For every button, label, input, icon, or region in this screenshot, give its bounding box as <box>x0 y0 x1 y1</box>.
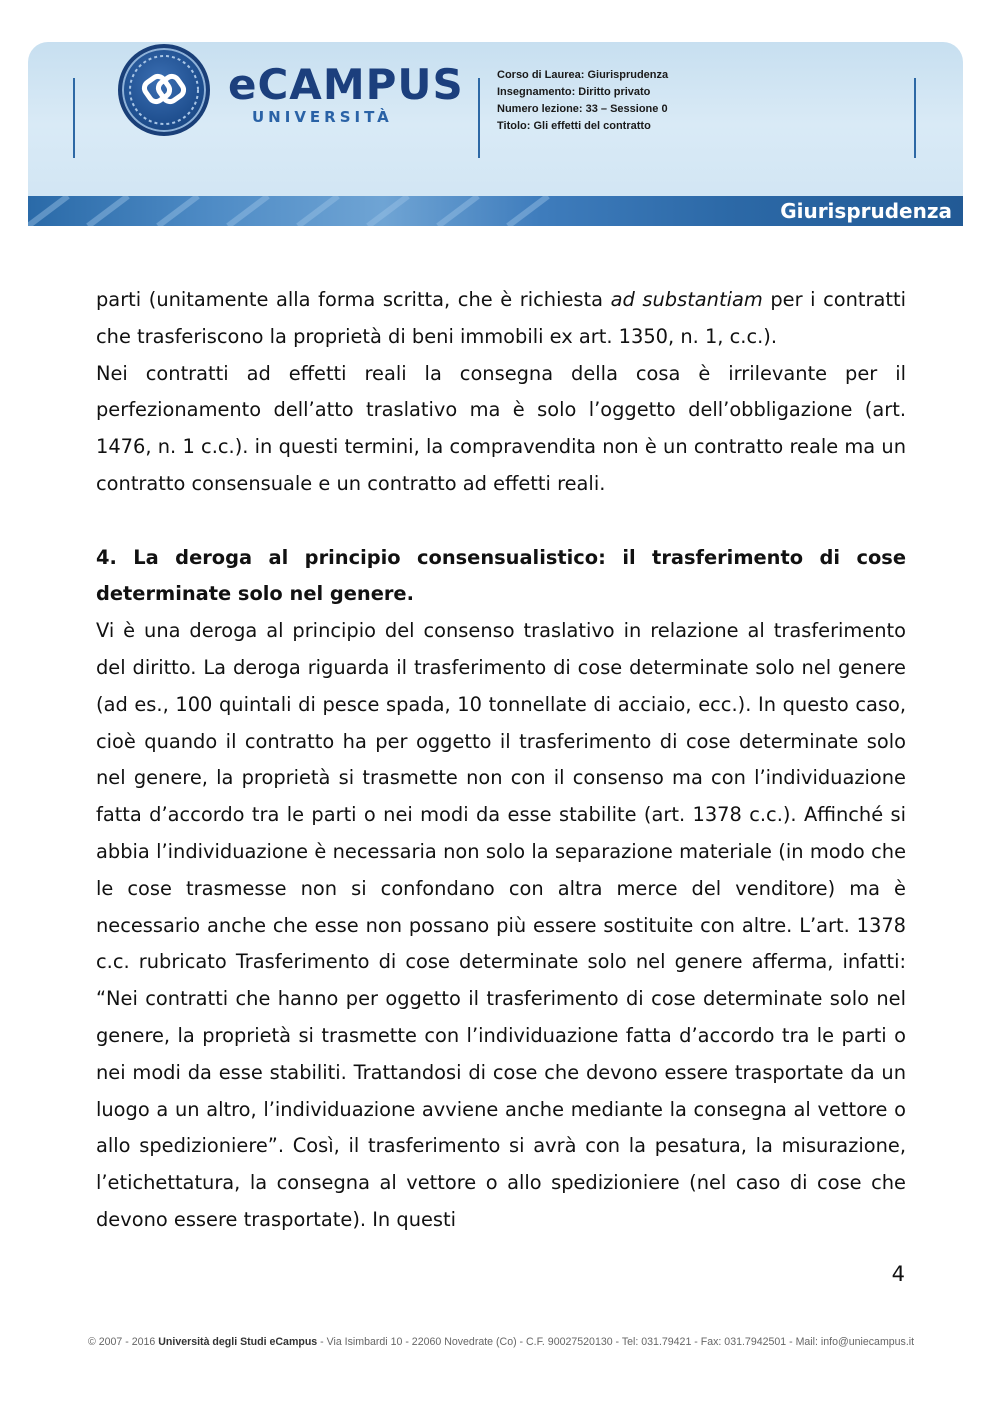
paragraph-1-italic: ad substantiam <box>610 288 763 311</box>
paragraph-3: Vi è una deroga al principio del consenso traslativo in relazione al trasferimento del diritto. La deroga riguarda il trasferimento di cose determinate solo nel genere (ad es., 100 quintali di pesce spada, 10 tonnellate di acciaio, ecc.). In questo caso, cioè quando il contratto ha per oggetto il trasferimento di cose determinate solo nel genere, la proprietà si trasmette non con il consenso ma con l’individuazione fatta d’accordo tra le parti o nei modi da esse stabilite (art. 1378 c.c.). Affinché si abbia l’individuazione è necessaria non solo la separazione materiale (in modo che le cose trasmesse non si confondano con altra merce del venditore) ma è necessario anche che esse non possano più essere sostituite con altre. L’art. 1378 c.c. rubricato Trasferimento di cose determinate solo nel genere afferma, infatti: “Nei contratti che hanno per oggetto il trasferimento di cose determinate solo nel genere, la proprietà si trasmette con l’individuazione fatta d’accordo tra le parti o nei modi da esse stabiliti. Trattandosi di cose che devono essere trasportate da un luogo a un altro, l’individuazione avviene anche mediante la consegna al vettore o allo spedizioniere”. Così, il trasferimento si avrà con la pesatura, la misurazione, l’etichettatura, la consegna al vettore o allo spedizioniere (nel caso di cose che devono essere trasportate). In questi <box>96 619 906 1231</box>
lesson-label: Numero lezione: 33 – Sessione 0 <box>497 103 668 115</box>
paragraph-2: Nei contratti ad effetti reali la consegna della cosa è irrilevante per il perfezionamento dell’atto traslativo ma è solo l’oggetto dell’obbligazione (art. 1476, n. 1 c.c.). in questi termini, la compravendita non è un contratto reale ma un contratto consensuale e un contratto ad effetti reali. <box>96 361 906 495</box>
paragraph-1-end: per i contratti che trasferiscono la proprietà di beni immobili ex art. 1350, n. 1, c.c.). <box>96 288 906 348</box>
divider-right <box>914 78 916 158</box>
section-heading: 4. La deroga al principio consensualistico: il trasferimento di cose determinate solo nel genere. <box>96 545 906 606</box>
footer-copyright: © 2007 - 2016 <box>88 1336 159 1348</box>
divider-middle <box>478 78 480 158</box>
footer-university: Università degli Studi eCampus <box>158 1336 318 1348</box>
paragraph-gap <box>96 503 906 540</box>
document-body <box>96 282 906 1239</box>
faculty-label: Giurisprudenza <box>780 199 952 223</box>
logo-wordmark: eCAMPUS <box>228 60 464 109</box>
divider-left <box>73 78 75 158</box>
page-number: 4 <box>891 1262 905 1286</box>
logo-rings-icon <box>122 48 206 132</box>
title-label: Titolo: Gli effetti del contratto <box>497 120 651 132</box>
stripe-pattern <box>28 196 628 226</box>
paragraph-1 <box>96 282 906 356</box>
course-info <box>497 67 668 135</box>
ecampus-logo-icon <box>118 44 210 136</box>
logo-subtitle: UNIVERSITÀ <box>252 108 393 126</box>
paragraph-1-start: parti (unitamente alla forma scritta, che è richiesta <box>96 288 611 311</box>
footer <box>88 1336 915 1348</box>
course-label: Corso di Laurea: Giurisprudenza <box>497 69 669 81</box>
teaching-label: Insegnamento: Diritto privato <box>497 86 651 98</box>
footer-address: - Via Isimbardi 10 - 22060 Novedrate (Co) - C.F. 90027520130 - Tel: 031.79421 - Fax: 031.7942501 - Mail: info@uniecampus.it <box>317 1336 915 1348</box>
